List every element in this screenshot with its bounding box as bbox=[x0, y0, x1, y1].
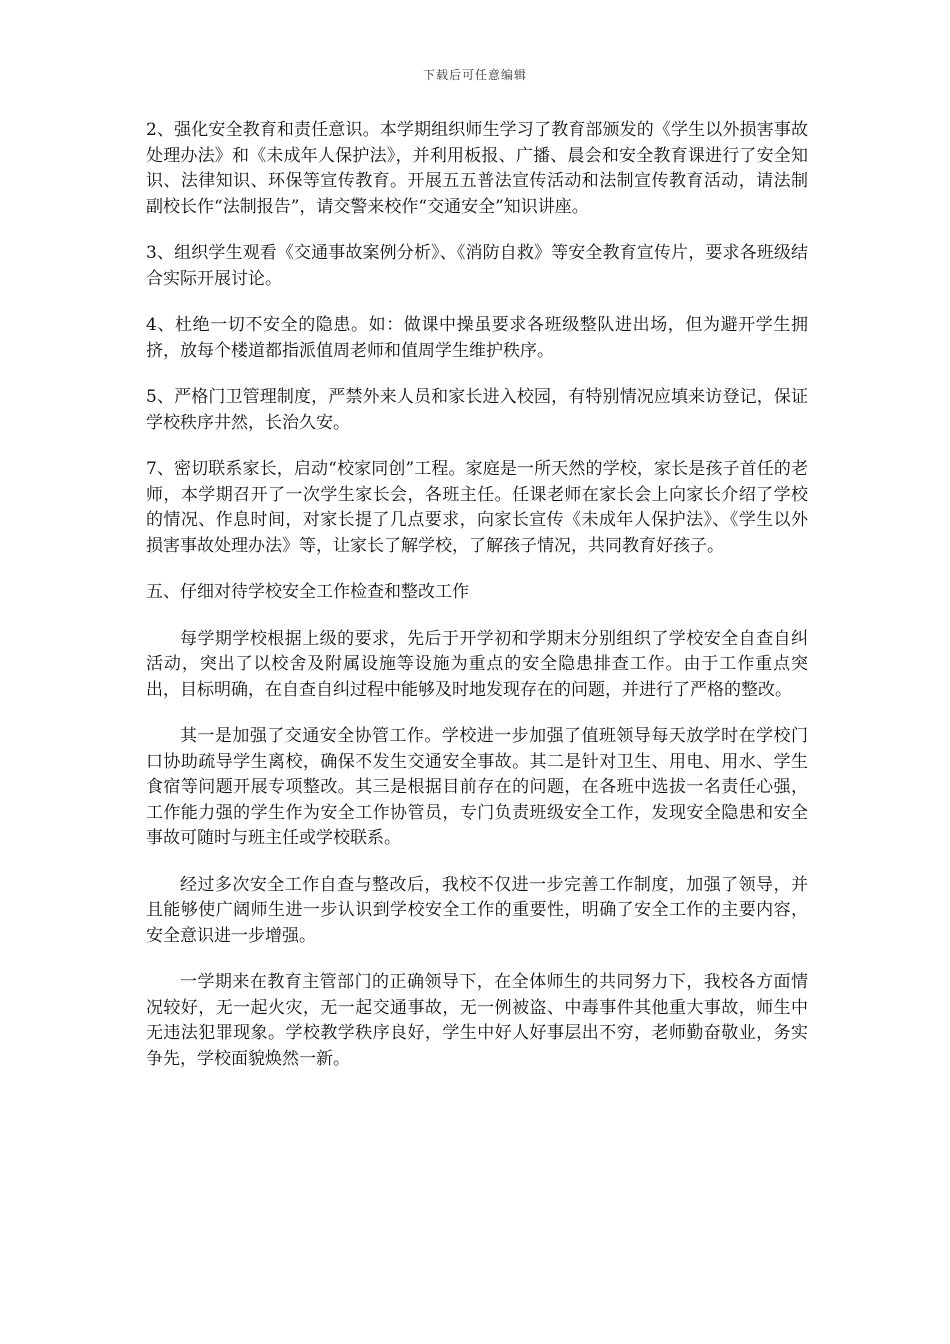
paragraph-results: 经过多次安全工作自查与整改后，我校不仅进一步完善工作制度，加强了领导，并且能够使广阔师生进一步认识到学校安全工作的重要性，明确了安全工作的主要内容，安全意识进一步增强。 bbox=[146, 874, 808, 946]
paragraph-inspection-overview: 每学期学校根据上级的要求，先后于开学初和学期末分别组织了学校安全自查自纠活动，突出了以校舍及附属设施等设施为重点的安全隐患排查工作。由于工作重点突出，目标明确，在自查自纠过程中能够及时地发现存在的问题，并进行了严格的整改。 bbox=[146, 628, 808, 700]
paragraph-rectification-measures: 其一是加强了交通安全协管工作。学校进一步加强了值班领导每天放学时在学校门口协助疏导学生离校，确保不发生交通安全事故。其二是针对卫生、用电、用水、学生食宿等问题开展专项整改。其三是根据目前存在的问题，在各班中选拔一名责任心强，工作能力强的学生作为安全工作协管员，专门负责班级安全工作，发现安全隐患和安全事故可随时与班主任或学校联系。 bbox=[146, 726, 808, 848]
paragraph-conclusion: 一学期来在教育主管部门的正确领导下，在全体师生的共同努力下，我校各方面情况较好，无一起火灾，无一起交通事故，无一例被盗、中毒事件其他重大事故，师生中无违法犯罪现象。学校教学秩序良好，学生中好人好事层出不穷，老师勤奋敬业，务实争先，学校面貌焕然一新。 bbox=[146, 972, 808, 1069]
paragraph-item-4: 4、杜绝一切不安全的隐患。如：做课中操虽要求各班级整队进出场，但为避开学生拥挤，放每个楼道都指派值周老师和值周学生维护秩序。 bbox=[146, 315, 808, 361]
section-heading-5: 五、仔细对待学校安全工作检查和整改工作 bbox=[146, 582, 469, 602]
paragraph-item-3: 3、组织学生观看《交通事故案例分析》、《消防自救》等安全教育宣传片，要求各班级结合实际开展讨论。 bbox=[146, 243, 808, 289]
paragraph-item-7: 7、密切联系家长，启动“校家同创”工程。家庭是一所天然的学校，家长是孩子首任的老师，本学期召开了一次学生家长会，各班主任。任课老师在家长会上向家长介绍了学校的情况、作息时间，对家长提了几点要求，向家长宣传《未成年人保护法》、《学生以外损害事故处理办法》等，让家长了解学校，了解孩子情况，共同教育好孩子。 bbox=[146, 459, 808, 556]
page-header: 下载后可任意编辑 bbox=[422, 68, 527, 82]
document-body bbox=[146, 118, 808, 1093]
paragraph-item-5: 5、严格门卫管理制度，严禁外来人员和家长进入校园，有特别情况应填来访登记，保证学校秩序井然，长治久安。 bbox=[146, 387, 808, 433]
paragraph-item-2: 2、强化安全教育和责任意识。本学期组织师生学习了教育部颁发的《学生以外损害事故处理办法》和《未成年人保护法》，并利用板报、广播、晨会和安全教育课进行了安全知识、法律知识、环保等宣传教育。开展五五普法宣传活动和法制宣传教育活动，请法制副校长作“法制报告”，请交警来校作“交通安全”知识讲座。 bbox=[146, 120, 808, 217]
